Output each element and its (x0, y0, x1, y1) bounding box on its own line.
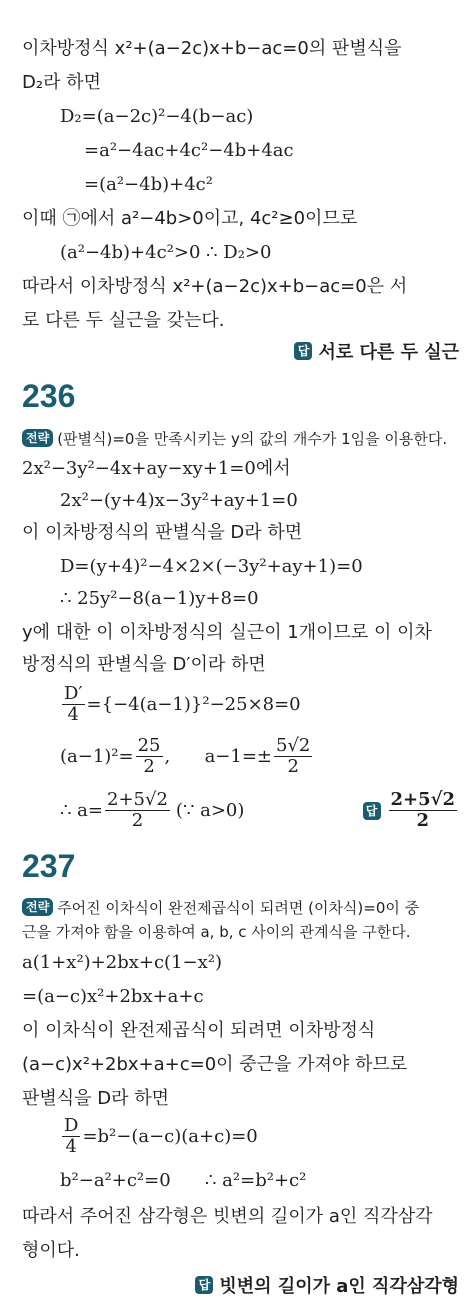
equation-line: D₂=(a−2c)²−4(b−ac) (60, 106, 254, 127)
equation-line: $\frac{D'}{4}$ ={−4(a−1)}²−25×8=0 (64, 683, 301, 725)
equation-line: a(1+x²)+2bx+c(1−x²) (22, 952, 222, 973)
text-line: 형이다. (22, 1240, 80, 1261)
fraction: $\frac{5√2}{2}$ (276, 735, 311, 777)
text-line: 이 이차식이 완전제곱식이 되려면 이차방정식 (22, 1020, 376, 1041)
answer-text: 빗변의 길이가 a인 직각삼각형 (219, 1276, 459, 1297)
equation-line: b²−a²+c²=0 ∴ a²=b²+c² (60, 1170, 307, 1191)
strategy-badge: 전략 (22, 898, 53, 916)
strategy-text: 근을 가져야 함을 이용하여 a, b, c 사이의 관계식을 구한다. (22, 923, 411, 941)
answer-icon: 답 (363, 802, 381, 820)
fraction: $\frac{25}{2}$ (137, 735, 161, 777)
text-line: (a−c)x²+2bx+a+c=0이 중근을 가져야 하므로 (22, 1054, 408, 1075)
answer-icon: 답 (195, 1276, 213, 1294)
text-line: 판별식을 D라 하면 (22, 1088, 170, 1109)
fraction: $\frac{D}{4}$ (64, 1115, 79, 1157)
fraction: $\frac{D'}{4}$ (64, 683, 83, 725)
text-line: 따라서 주어진 삼각형은 빗변의 길이가 a인 직각삼각 (22, 1206, 433, 1227)
strategy-badge: 전략 (22, 429, 53, 447)
answer-line (363, 790, 460, 831)
equation-line: 2x²−3y²−4x+ay−xy+1=0에서 (22, 458, 291, 479)
text-line: 이때 ㉠에서 a²−4b>0이고, 4c²≥0이므로 (22, 208, 358, 229)
equation-line: D=(y+4)²−4×2×(−3y²+ay+1)=0 (60, 556, 363, 577)
strategy-line (22, 428, 459, 450)
text-line: y에 대한 이 이차방정식의 실근이 1개이므로 이 이차 (22, 622, 432, 643)
text-line: 이 이차방정식의 판별식을 D라 하면 (22, 522, 303, 543)
text-line: 따라서 이차방정식 x²+(a−2c)x+b−ac=0은 서 (22, 276, 408, 297)
strategy-text: (판별식)=0을 만족시키는 y의 값의 개수가 1임을 이용한다. (57, 430, 448, 448)
text-line: 로 다른 두 실근을 갖는다. (22, 310, 225, 331)
equation-line: $\frac{D}{4}$ =b²−(a−c)(a+c)=0 (64, 1115, 258, 1157)
equation-line: =(a²−4b)+4c² (84, 174, 213, 195)
fraction: $\frac{2+5√2}{2}$ (107, 789, 168, 831)
text-line: D₂라 하면 (22, 72, 101, 93)
answer-fraction: $\frac{2+5√2}{2}$ (390, 789, 455, 831)
strategy-text: 주어진 이차식이 완전제곱식이 되려면 (이차식)=0이 중 (57, 899, 420, 917)
text-line: 이차방정식 x²+(a−2c)x+b−ac=0의 판별식을 (22, 38, 402, 59)
equation-line: =(a−c)x²+2bx+a+c (22, 986, 204, 1007)
equation-line: (a²−4b)+4c²>0 ∴ D₂>0 (60, 242, 272, 263)
equation-line: ∴ a= $\frac{2+5√2}{2}$ (∵ a>0) (60, 789, 245, 831)
problem-number: 236 (22, 378, 76, 414)
text-line: 방정식의 판별식을 D′이라 하면 (22, 654, 266, 675)
problem-number: 237 (22, 848, 76, 884)
answer-line (195, 1272, 459, 1298)
answer-text: 서로 다른 두 실근 (318, 342, 459, 363)
answer-line (294, 338, 459, 364)
equation-line: ∴ 25y²−8(a−1)y+8=0 (60, 588, 259, 609)
equation-line: 2x²−(y+4)x−3y²+ay+1=0 (60, 490, 298, 511)
strategy-line (22, 897, 459, 919)
equation-line: =a²−4ac+4c²−4b+4ac (84, 140, 294, 161)
equation-line: (a−1)²= $\frac{25}{2}$ , a−1=± $\frac{5√2}{2}$ (60, 735, 311, 777)
answer-icon: 답 (294, 342, 312, 360)
